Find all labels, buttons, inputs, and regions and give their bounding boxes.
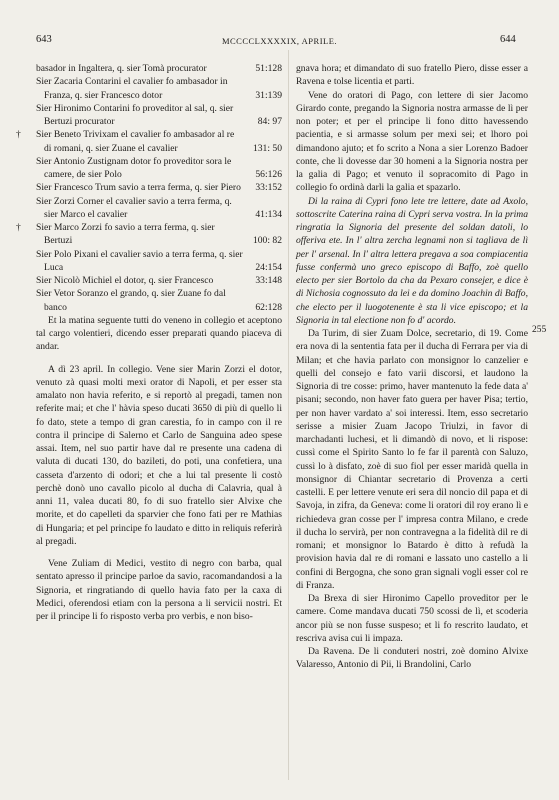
paragraph: Di la raina di Cypri fono lete tre lettere, date ad Axolo, sottoscrite Caterina raina di Cypri serva vostra. In la prima ringratia la Signoria del presente del soldan datoli, lo offeriva ete. In l' altra zercha legnami non si tagliava de lì per l' arsenal. In l' altra lettera pregava a soa compiacentia fusse confermà uno greco episcopo di Baffo, zoè quello electo per sier Bortolo da cha da Pexaro consejer, e dice è di Nichosia cognossuto da lei e da domino Joachin di Baffo, che electo per il luogotenente è sta li vice episcopo; et la Signoria in tal electione non fo d' acordo. bbox=[296, 195, 528, 326]
entry-name: Sier Nicolò Michiel el dotor, q. sier Francesco bbox=[36, 275, 214, 286]
election-entry bbox=[36, 155, 282, 182]
entry-name: Sier Polo Pixani el cavalier savio a terra ferma, q. sier Luca bbox=[36, 248, 243, 273]
entry-text bbox=[36, 287, 244, 314]
election-entry bbox=[36, 75, 282, 102]
vote-count: 51:128 bbox=[255, 63, 282, 74]
right-column bbox=[296, 62, 528, 672]
entry-name: Sier Vetor Soranzo el grando, q. sier Zuane fo dal banco bbox=[36, 288, 226, 313]
entry-name: Sier Antonio Zustignam dotor fo proveditor sora le camere, de sier Polo bbox=[36, 155, 232, 180]
left-column bbox=[16, 62, 282, 623]
column-divider bbox=[288, 50, 289, 780]
election-entry bbox=[36, 195, 282, 222]
vote-count: 56:126 bbox=[255, 169, 282, 180]
vote-count: 33:148 bbox=[255, 275, 282, 286]
election-list bbox=[16, 62, 282, 314]
vote-count: 62:128 bbox=[255, 301, 282, 313]
election-entry bbox=[36, 274, 282, 287]
vote-count: 100: 82 bbox=[252, 235, 282, 247]
page-number-left: 643 bbox=[36, 34, 52, 45]
election-entry bbox=[16, 221, 282, 248]
entry-name: Sier Francesco Trum savio a terra ferma, q. sier Piero bbox=[36, 182, 241, 194]
entry-text bbox=[36, 75, 244, 102]
paragraph: gnava hora; et dimandato di suo fratello Piero, disse esser a Ravena e tolse licentia et parti. bbox=[296, 63, 528, 88]
paragraph: Vene Zuliam di Medici, vestito di negro con barba, qual sentato apresso il principe parloe da savio, racomandandosi a la Signoria, et ringratiando di quello havia fato per la caxa di Medici, oferendosi etiam con la persona a li servicii nostri. Et per il principe li fo risposto verba pro verbis, e non biso- bbox=[36, 558, 282, 622]
entry-name: Sier Marco Zorzi fo savio a terra ferma, q. sier Bertuzi bbox=[36, 222, 215, 247]
page-number-right: 644 bbox=[500, 34, 516, 45]
paragraph: Da Brexa di sier Hironimo Capello proveditor per le camere. Come mandava ducati 750 scossi de lì, et scoderia ancor più se non fusse suspeso; et li fo rescrito laudato, et rescriva avisa cui li impaza. bbox=[296, 593, 528, 644]
paragraph: Vene do oratori di Pago, con lettere di sier Jacomo Girardo conte, pregando la Signoria nostra armasse de lì per non poter; et per el principe li fono ditto havessendo pacientia, e si armasse solum per mexi sei; et lhoro poi dimandono ajuto; et fo scrito a Nona a sier Lorenzo Badoer conte, che li dovesse dar 30 homeni a la Signoria nostra per la galia di Pago; et venuto il sopracomito di Pago in collegio fo ordinà darli la galia et spazarlo. bbox=[296, 89, 528, 194]
election-entry bbox=[36, 248, 282, 275]
paragraph: A dì 23 april. In collegio. Vene sier Marin Zorzi el dotor, venuto zà quasi molti mexi orator di Napoli, et per esser sta amalato non havia referito, e si reportò al pregadi, tamen non referite mai; et che l' hàvia speso ducati 3650 di più di quello li fo dato, stete a tempo di gran carestia, fo in campo con il re contra il principe di Salerno et Carlo de Sanguina adeo spese assai. Item, nel suo partir have dal re presente una cadena di valuta di ducati 130, do bazileti, do poti, una confetiera, una casseta d'arzento di odori; et che a lui tal presente li costò perchè donò uno cavallo picolo al ducha di Calavria, qual à anni 11, valea ducati 80, fo di suo fratello sier Alvixe che morite, et do capelleti da sparvier che fono fati per re Mathias di Hungaria; et pel principe fo laudato e ditto in reliquis referirà al pregadi. bbox=[36, 363, 282, 547]
entry-text bbox=[36, 102, 244, 129]
election-entry bbox=[16, 128, 282, 155]
paragraph: Da Turim, di sier Zuam Dolce, secretario, di 19. Come era nova di la sententia fata per il ducha di Ferrara per via di Milan; et che havia parlato con monsignor lo canzelier e quelli del consejo e fato varii discorsi, et laudono la Signoria di tre cosse: primo, haver mantenuto la fede data a' pisani; secondo, non haver fato guera per haver Pisa; tertio, per non haver vardato a' soi interessi. Item, esso secretario serisse a misier Zuam Jacopo Triulzi, in favor di marchadanti luchesi, et li dimandò di novo, et li rispose: cussì come el Spirito Santo lo fe far il parentà con Saluzo, cussì lo à disfato, zoè di suo fiol per esser maridà quella in monsignor di Chiantar secretario di Provenza a certi castelli. E per lettere venute eri sera dil noncio dil papa et di Savoja, in zifra, da Geneva: come li oratori dil roy erano lì e richiedeva gran cosse per l' impresa contra Milano, e crede il ducha lo servirà, per non contravegna a la fidelità dil re di romani; et monsignor lo Batardo è ditto à refudà la provision havia dal re di romani e lassato uno castello a li confini di Bergogna, che sono gran signali vogli esser col re di Franza. bbox=[296, 328, 528, 591]
margin-number: 255 bbox=[532, 325, 547, 335]
election-entry bbox=[36, 102, 282, 129]
vote-count: 31:139 bbox=[255, 89, 282, 101]
entry-name: Sier Hironimo Contarini fo proveditor al sal, q. sier Bertuzi procurator bbox=[36, 102, 234, 127]
vote-count: 84: 97 bbox=[257, 116, 282, 127]
paragraph: Et la matina seguente tutti do veneno in collegio et aceptono tal cargo volentieri, dicendo esser preparati quando piaceva di andar. bbox=[36, 314, 282, 353]
election-entry bbox=[36, 287, 282, 314]
entry-name: basador in Ingaltera, q. sier Tomà procurator bbox=[36, 63, 207, 74]
vote-count: 131: 50 bbox=[252, 142, 282, 154]
entry-text bbox=[36, 274, 244, 287]
entry-text bbox=[36, 248, 244, 275]
entry-name: Sier Zacaria Contarini el cavalier fo ambasador in Franza, q. sier Francesco dotor bbox=[36, 76, 228, 101]
entry-name: Sier Zorzi Corner el cavalier savio a terra ferma, q. sier Marco el cavalier bbox=[36, 195, 232, 220]
vote-count: 24:154 bbox=[255, 261, 282, 273]
entry-text bbox=[36, 62, 244, 75]
vote-count: 33:152 bbox=[255, 182, 282, 194]
entry-text bbox=[36, 155, 244, 182]
entry-name: Sier Beneto Trivixam el cavalier fo ambasador al re di romani, q. sier Zuane el cavalier bbox=[36, 129, 235, 154]
election-entry bbox=[36, 181, 282, 194]
election-entry bbox=[36, 62, 282, 75]
entry-text: † Sier Marco Zorzi fo savio a terra ferma, q. sier Bertuzi bbox=[16, 222, 215, 247]
paragraph: Da Ravena. De li conduteri nostri, zoè domino Alvixe Valaresso, Antonio di Pii, li Brandolini, Carlo bbox=[296, 646, 528, 671]
vote-count: 41:134 bbox=[255, 208, 282, 220]
entry-text bbox=[36, 181, 244, 194]
entry-text bbox=[36, 195, 244, 222]
entry-text: † Sier Beneto Trivixam el cavalier fo ambasador al re di romani, q. sier Zuane el cavalier bbox=[16, 129, 235, 154]
running-header: MCCCCLXXXXIX, APRILE. bbox=[221, 36, 338, 46]
